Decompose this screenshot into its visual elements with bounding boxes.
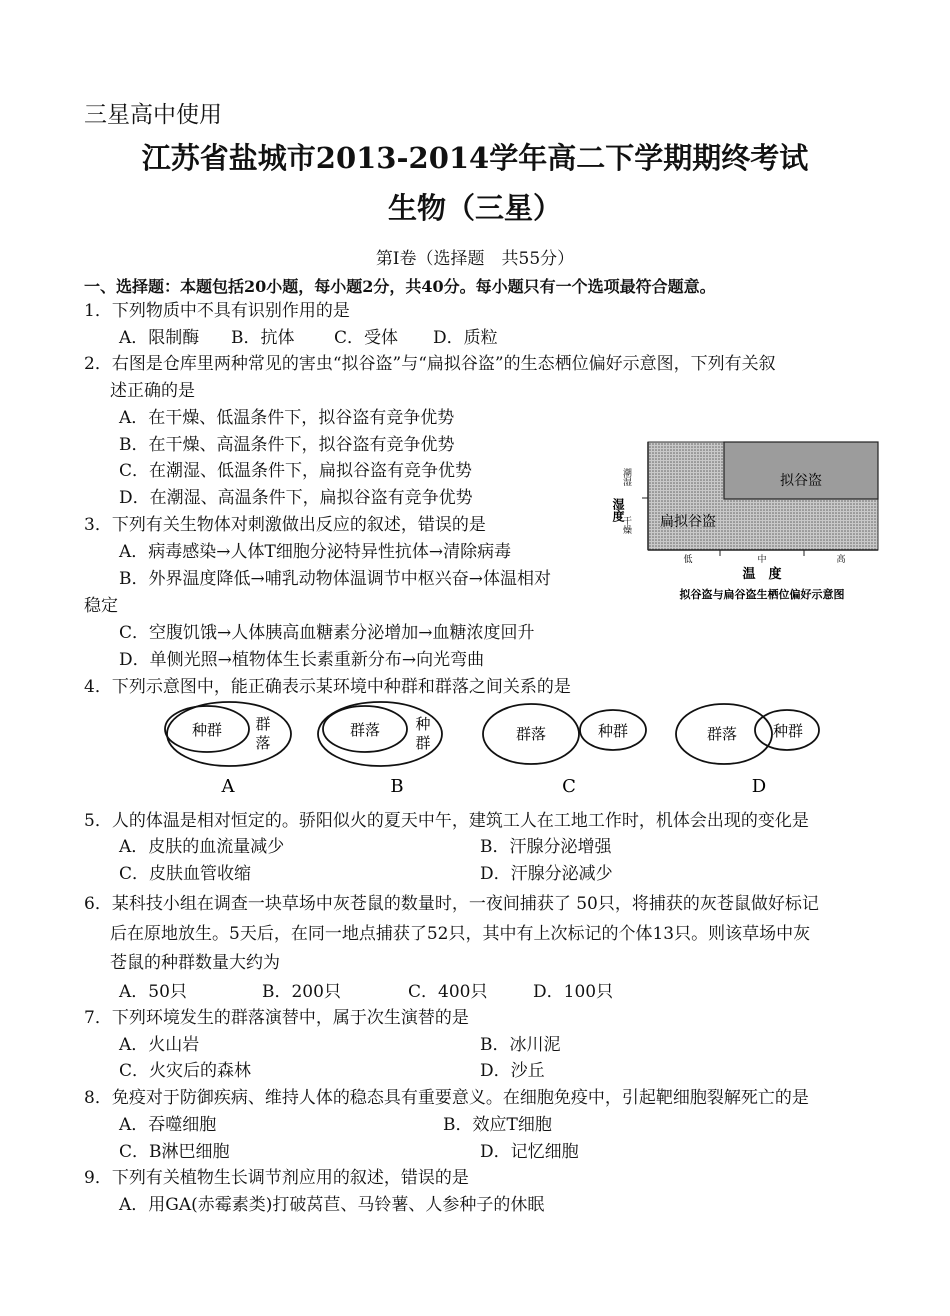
school-tag: 三星高中使用 xyxy=(84,102,222,128)
q3-option-b: B．外界温度降低→哺乳动物体温调节中枢兴奋→体温相对 xyxy=(119,569,551,589)
venn-c-population: 种群 xyxy=(597,722,629,740)
venn-a-population: 种群 xyxy=(191,721,223,739)
q2-option-d: D．在潮湿、高温条件下，扁拟谷盗有竞争优势 xyxy=(119,488,473,508)
region-bottom-label: 扁拟谷盗 xyxy=(660,514,716,530)
region-top-area xyxy=(724,442,878,499)
q7-option-c: C．火灾后的森林 xyxy=(119,1061,252,1081)
venn-c-community: 群落 xyxy=(515,725,547,743)
q2-option-a: A．在干燥、低温条件下，拟谷盗有竞争优势 xyxy=(119,408,455,428)
q5-option-d: D．汗腺分泌减少 xyxy=(480,864,613,884)
figure-caption: 拟谷盗与扁谷盗生栖位偏好示意图 xyxy=(679,588,845,601)
part-heading: 第Ⅰ卷（选择题 共55分） xyxy=(375,249,575,269)
q8-option-d: D．记忆细胞 xyxy=(480,1142,579,1162)
q7-option-d: D．沙丘 xyxy=(480,1061,545,1081)
q8-stem: 8．免疫对于防御疾病、维持人体的稳态具有重要意义。在细胞免疫中，引起靶细胞裂解死亡的是 xyxy=(84,1088,809,1108)
y-top-label: 潮湿 xyxy=(621,468,631,486)
q2-option-b: B．在干燥、高温条件下，拟谷盗有竞争优势 xyxy=(119,435,455,455)
venn-d-population: 种群 xyxy=(772,722,804,740)
x-tick-low: 低 xyxy=(683,555,693,565)
venn-label-c: C xyxy=(562,776,576,797)
venn-label-d: D xyxy=(751,776,767,797)
section-instruction: 一、选择题：本题包括20小题，每小题2分，共40分。每小题只有一个选项最符合题意。 xyxy=(84,277,716,296)
q2-option-c: C．在潮湿、低温条件下，扁拟谷盗有竞争优势 xyxy=(119,461,473,481)
venn-d-community: 群落 xyxy=(706,725,738,743)
q6-option-d: D．100只 xyxy=(533,982,614,1002)
q5-option-a: A．皮肤的血流量减少 xyxy=(119,837,285,857)
venn-options-figure xyxy=(162,698,827,803)
q1-option-d: D．质粒 xyxy=(433,328,498,348)
venn-label-b: B xyxy=(390,776,404,797)
q7-option-b: B．冰川泥 xyxy=(480,1035,561,1055)
q3-option-b-wrap: 稳定 xyxy=(84,596,118,616)
y-bottom-label: 干燥 xyxy=(621,516,631,534)
q7-option-a: A．火山岩 xyxy=(119,1035,200,1055)
x-tick-high: 高 xyxy=(836,555,846,565)
q1-stem: 1．下列物质中不具有识别作用的是 xyxy=(84,301,350,321)
q6-option-c: C．400只 xyxy=(408,982,488,1002)
q2-stem: 2．右图是仓库里两种常见的害虫“拟谷盗”与“扁拟谷盗”的生态栖位偏好示意图，下列有关叙 xyxy=(84,354,776,374)
y-axis-label: 湿度 xyxy=(611,498,625,522)
venn-label-a: A xyxy=(221,776,235,797)
q3-stem: 3．下列有关生物体对刺激做出反应的叙述，错误的是 xyxy=(84,515,486,535)
q6-stem: 6．某科技小组在调查一块草场中灰苍鼠的数量时，一夜间捕获了 50只，将捕获的灰苍鼠做好标记 xyxy=(84,894,819,914)
q3-option-c: C．空腹饥饿→人体胰高血糖素分泌增加→血糖浓度回升 xyxy=(119,623,535,643)
q9-option-a: A．用GA(赤霉素类)打破莴苣、马铃薯、人参种子的休眠 xyxy=(119,1195,545,1215)
niche-preference-figure xyxy=(611,440,886,605)
q1-option-c: C．受体 xyxy=(334,328,399,348)
x-tick-mid: 中 xyxy=(757,555,767,565)
x-axis-label: 温 度 xyxy=(742,567,782,582)
venn-a-community-1: 群 xyxy=(255,715,271,733)
venn-b-community: 群落 xyxy=(349,721,381,739)
venn-a-community-2: 落 xyxy=(255,734,271,752)
q3-option-d: D．单侧光照→植物体生长素重新分布→向光弯曲 xyxy=(119,650,485,670)
q7-stem: 7．下列环境发生的群落演替中，属于次生演替的是 xyxy=(84,1008,469,1028)
q9-stem: 9．下列有关植物生长调节剂应用的叙述，错误的是 xyxy=(84,1168,469,1188)
venn-b-population-1: 种 xyxy=(415,715,431,733)
exam-title: 江苏省盐城市2013-2014学年高二下学期期终考试 xyxy=(141,141,809,175)
q4-stem: 4．下列示意图中，能正确表示某环境中种群和群落之间关系的是 xyxy=(84,677,571,697)
q5-option-b: B．汗腺分泌增强 xyxy=(480,837,612,857)
q6-stem-cont-1: 后在原地放生。5天后，在同一地点捕获了52只，其中有上次标记的个体13只。则该草场中灰 xyxy=(110,924,811,944)
q6-option-a: A．50只 xyxy=(119,982,187,1002)
venn-b-population-2: 群 xyxy=(415,734,431,752)
q8-option-a: A．吞噬细胞 xyxy=(119,1115,217,1135)
q1-option-a: A．限制酶 xyxy=(119,328,200,348)
region-top-label: 拟谷盗 xyxy=(780,473,822,489)
exam-subtitle: 生物（三星） xyxy=(387,191,562,225)
q6-option-b: B．200只 xyxy=(262,982,341,1002)
q5-stem: 5．人的体温是相对恒定的。骄阳似火的夏天中午，建筑工人在工地工作时，机体会出现的变化是 xyxy=(84,811,809,831)
q5-option-c: C．皮肤血管收缩 xyxy=(119,864,252,884)
q6-stem-cont-2: 苍鼠的种群数量大约为 xyxy=(110,953,280,973)
q3-option-a: A．病毒感染→人体T细胞分泌特异性抗体→清除病毒 xyxy=(119,542,512,562)
q1-option-b: B．抗体 xyxy=(231,328,295,348)
q8-option-b: B．效应T细胞 xyxy=(443,1115,552,1135)
q2-stem-cont: 述正确的是 xyxy=(110,381,195,401)
q8-option-c: C．B淋巴细胞 xyxy=(119,1142,230,1162)
